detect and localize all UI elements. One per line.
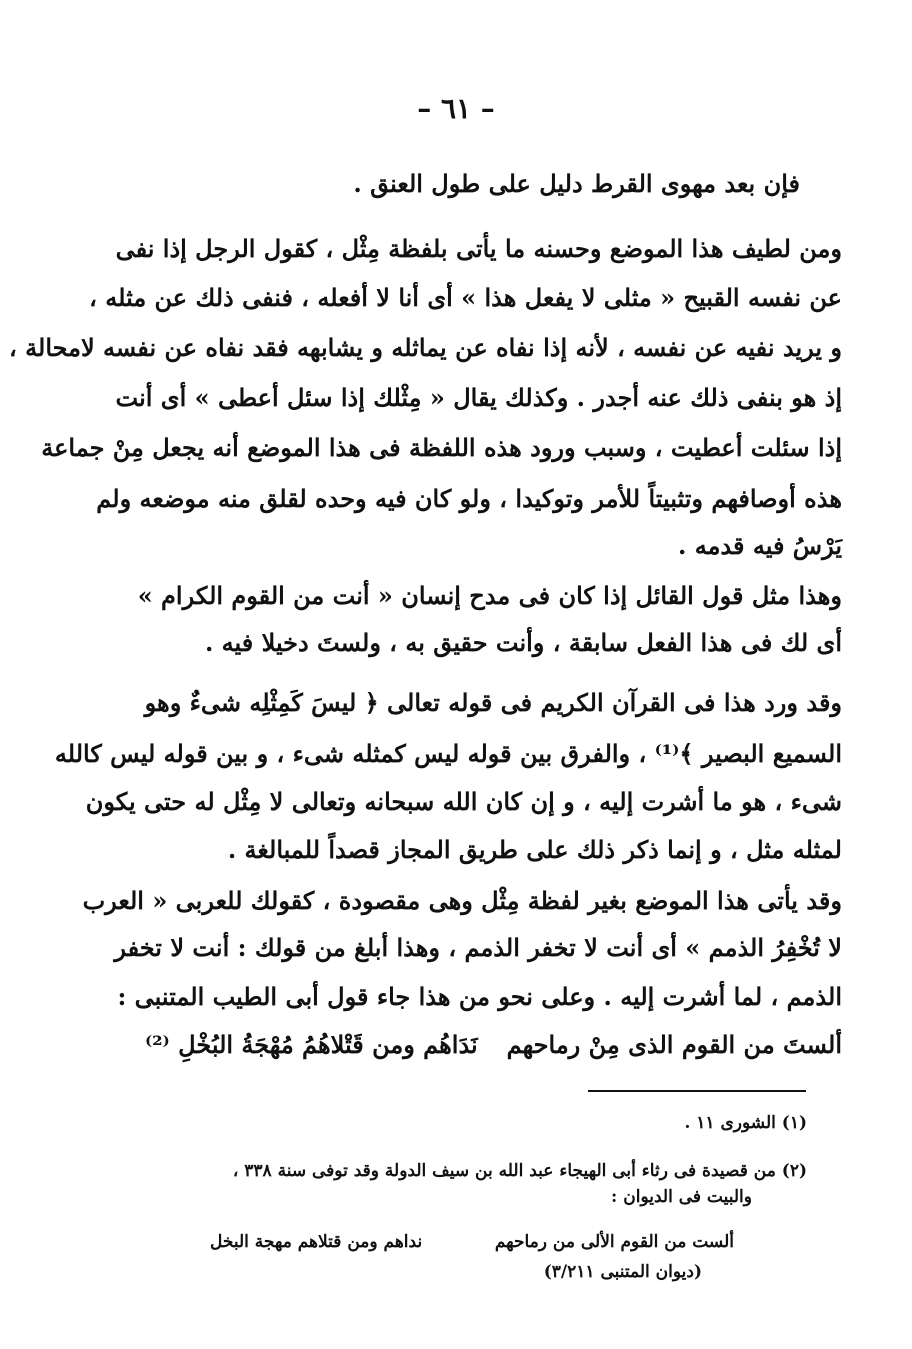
footnote-2-continued: والبيت فى الديوان : [611,1187,752,1207]
verse-first-hemistich: ألستَ من القوم الذى مِنْ رماحهم [506,1030,842,1059]
text-line-13: شىء ، هو ما أشرت إليه ، و إن كان الله سبحانه وتعالى لا مِثْل له حتى يكون [85,787,842,816]
text-line-9: وهذا مثل قول القائل إذا كان فى مدح إنسان « أنت من القوم الكرام » [137,581,842,610]
footnote-verse [210,1232,734,1260]
text-line-14: لمثله مثل ، و إنما ذكر ذلك على طريق المجاز قصداً للمبالغة . [227,835,842,864]
text-line-2: ومن لطيف هذا الموضع وحسنه ما يأتى بلفظة مِثْل ، كقول الرجل إذا نفى [115,234,842,263]
text-line-6: إذا سئلت أعطيت ، وسبب ورود هذه اللفظة فى هذا الموضع أنه يجعل مِنْ جماعة [41,433,842,462]
footnote-verse-first-hemistich: ألست من القوم الألى من رماحهم [494,1232,734,1252]
text-line-10: أى لك فى هذا الفعل سابقة ، وأنت حقيق به ، ولستَ دخيلا فيه . [204,628,842,657]
text-line-15: وقد يأتى هذا الموضع بغير لفظة مِثْل وهى مقصودة ، كقولك للعربى « العرب [82,886,842,915]
text-line-12: السميع البصير ﴾⁽¹⁾ ، والفرق بين قوله ليس كمثله شىء ، و بين قوله ليس كالله [54,739,842,768]
text-line-8: يَرْسُ فيه قدمه . [677,531,842,560]
poetry-verse [145,1030,842,1070]
text-line-5: إذ هو بنفى ذلك عنه أجدر . وكذلك يقال « مِثْلك إذا سئل أعطى » أى أنت [115,383,842,412]
text-line-1: فإن بعد مهوى القرط دليل على طول العنق . [353,169,800,198]
footnote-verse-source: (ديوان المتنبى ٣/٢١١) [543,1262,702,1282]
text-line-4: و يريد نفيه عن نفسه ، لأنه إذا نفاه عن يماثله و يشابهه فقد نفاه عن نفسه لامحالة ، [9,333,842,362]
page-number: – ٦١ – [417,92,495,125]
footnote-1: (١) الشورى ١١ . [684,1113,807,1133]
footnote-verse-second-hemistich: نداهم ومن قتلاهم مهجة البخل [210,1232,423,1252]
text-line-11: وقد ورد هذا فى القرآن الكريم فى قوله تعالى ﴿ ليسَ كَمِثْلِه شىءٌ وهو [144,688,842,717]
text-line-7: هذه أوصافهم وتثبيتاً للأمر وتوكيدا ، ولو كان فيه وحده لقلق منه موضعه ولم [96,484,842,513]
text-line-17: الذمم ، لما أشرت إليه . وعلى نحو من هذا جاء قول أبى الطيب المتنبى : [117,982,842,1011]
footnote-2: (٢) من قصيدة فى رثاء أبى الهيجاء عبد الله بن سيف الدولة وقد توفى سنة ٣٣٨ ، [232,1161,807,1181]
verse-second-hemistich: نَدَاهُم ومن قَتْلاهُمُ مُهْجَةُ البُخْلِ ⁽²⁾ [145,1030,478,1059]
footnote-divider [588,1090,806,1092]
text-line-3: عن نفسه القبيح « مثلى لا يفعل هذا » أى أنا لا أفعله ، فنفى ذلك عن مثله ، [89,283,842,312]
text-line-16: لا تُخْفِرُ الذمم » أى أنت لا تخفر الذمم ، وهذا أبلغ من قولك : أنت لا تخفر [114,933,842,962]
